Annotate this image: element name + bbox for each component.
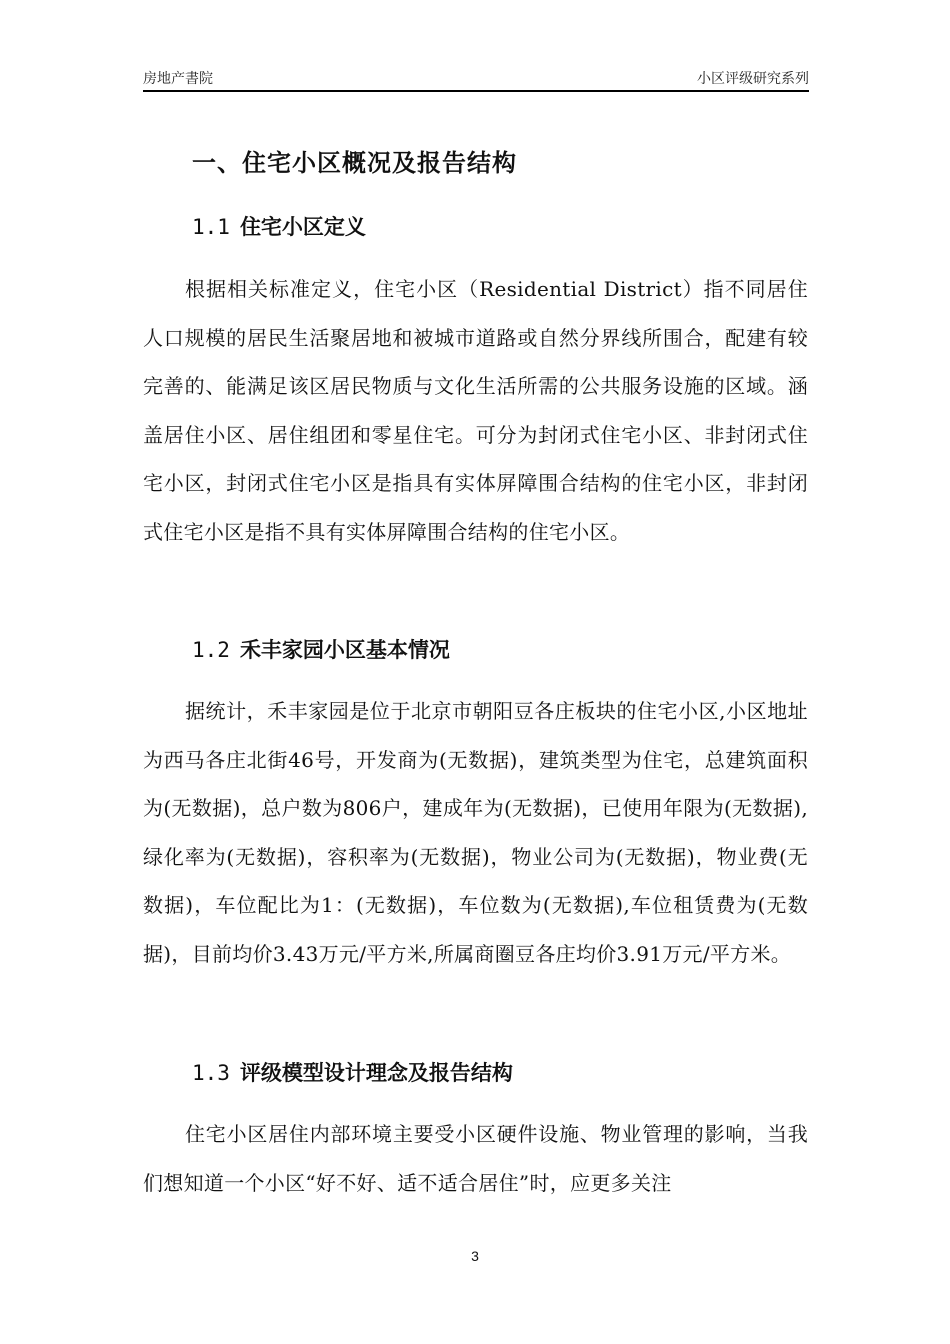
section-title: 禾丰家园小区基本情况 (239, 638, 450, 662)
section-body-1-2: 据统计，禾丰家园是位于北京市朝阳豆各庄板块的住宅小区,小区地址为西马各庄北街46号，开发商为(无数据)，建筑类型为住宅，总建筑面积为(无数据)，总户数为806户，建成年为(无数据)，已使用年限为(无数据),绿化率为(无数据)，容积率为(无数据)，物业公司为(无数据)，物业费(无数据)，车位配比为1：(无数据)，车位数为(无数据),车位租赁费为(无数据)，目前均价3.43万元/平方米,所属商圈豆各庄均价3.91万元/平方米。 (143, 699, 808, 966)
section-body-1-1: 根据相关标准定义，住宅小区（Residential District）指不同居住人口规模的居民生活聚居地和被城市道路或自然分界线所围合，配建有较完善的、能满足该区居民物质与文化生活所需的公共服务设施的区域。涵盖居住小区、居住组团和零星住宅。可分为封闭式住宅小区、非封闭式住宅小区，封闭式住宅小区是指具有实体屏障围合结构的住宅小区，非封闭式住宅小区是指不具有实体屏障围合结构的住宅小区。 (143, 277, 808, 544)
section-number: 1.2 (192, 638, 230, 662)
header-series: 小区评级研究系列 (697, 71, 809, 87)
page-number: 3 (471, 1248, 479, 1264)
section-heading-1-1 (192, 211, 366, 241)
section-heading-1-2 (192, 634, 450, 664)
section-number: 1.1 (192, 215, 230, 239)
section-title: 住宅小区定义 (239, 215, 366, 239)
chapter-title: 一、住宅小区概况及报告结构 (192, 149, 517, 177)
section-heading-1-3 (192, 1057, 513, 1087)
section-title: 评级模型设计理念及报告结构 (239, 1061, 513, 1085)
section-number: 1.3 (192, 1061, 230, 1085)
header-publisher: 房地产書院 (143, 71, 213, 87)
page-header (143, 64, 809, 92)
section-body-1-3: 住宅小区居住内部环境主要受小区硬件设施、物业管理的影响，当我们想知道一个小区“好不好、适不适合居住”时，应更多关注 (143, 1122, 808, 1195)
